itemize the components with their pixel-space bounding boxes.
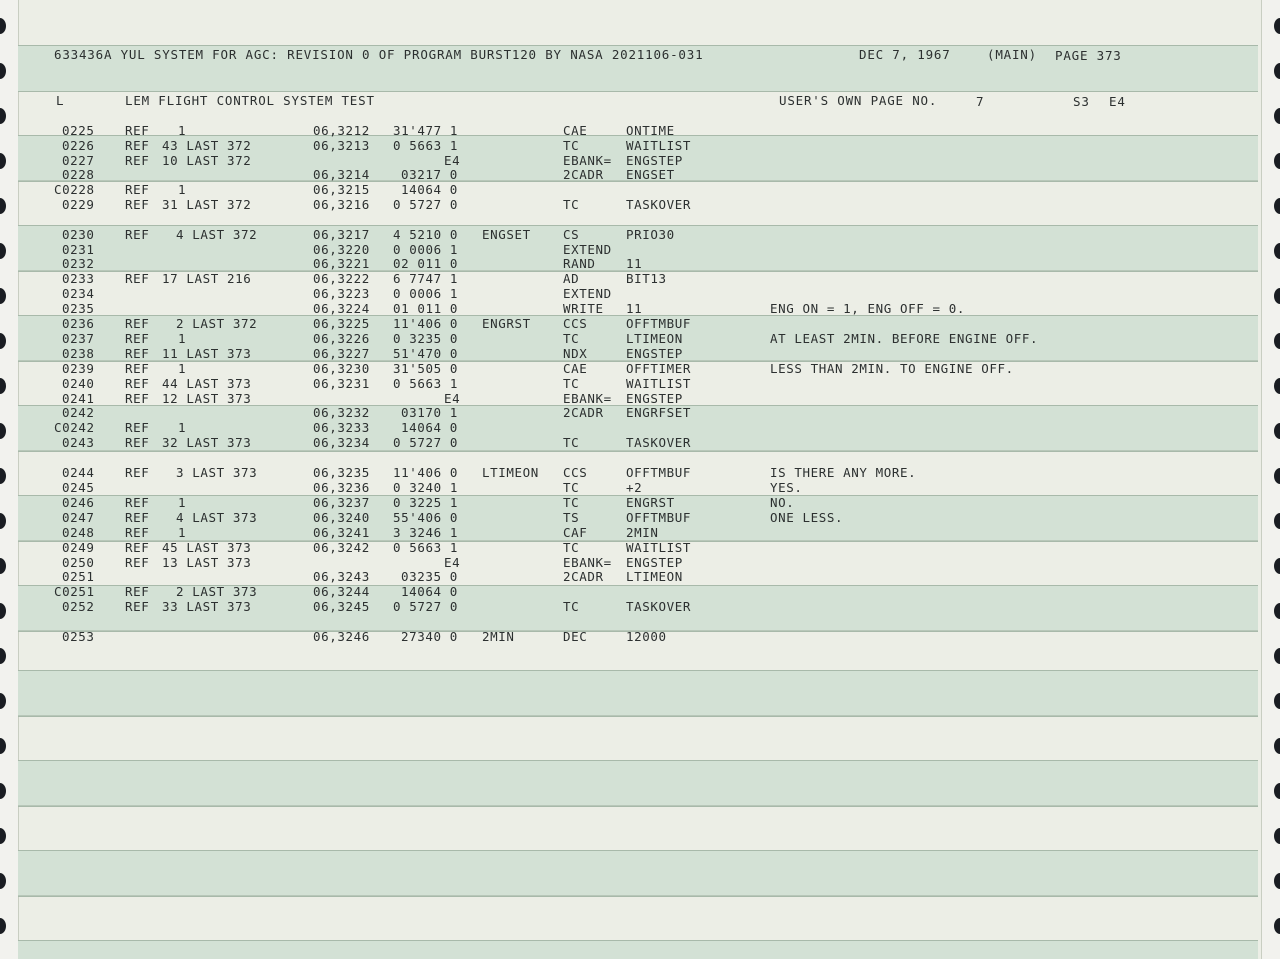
cell-addr: 06,3226	[313, 331, 370, 346]
cell-code: 31'505 0	[393, 361, 459, 376]
green-band	[18, 850, 1258, 897]
cell-op: NDX	[563, 346, 588, 361]
cell-refinfo: 12 LAST 373	[162, 391, 252, 406]
cell-operand: TASKOVER	[626, 197, 692, 212]
green-band	[18, 940, 1258, 959]
cell-op: TC	[563, 495, 580, 510]
cell-ref: REF	[125, 153, 150, 168]
e4-code: E4	[1109, 94, 1126, 109]
cell-op: RAND	[563, 256, 596, 271]
tractor-hole	[1274, 153, 1280, 169]
cell-label: LTIMEON	[482, 465, 539, 480]
cell-code: E4	[444, 391, 461, 406]
cell-operand: ENGSTEP	[626, 153, 683, 168]
cell-operand: +2	[626, 480, 643, 495]
cell-operand: TASKOVER	[626, 599, 692, 614]
cell-addr: 06,3221	[313, 256, 370, 271]
green-band	[18, 760, 1258, 807]
cell-op: CAF	[563, 525, 588, 540]
cell-addr: 06,3240	[313, 510, 370, 525]
cell-code: 0 3240 1	[393, 480, 459, 495]
cell-addr: 06,3230	[313, 361, 370, 376]
tractor-hole	[1274, 693, 1280, 709]
cell-operand: 12000	[626, 629, 667, 644]
cell-ref: REF	[125, 391, 150, 406]
band-rule	[18, 805, 1258, 806]
cell-code: 0 5663 1	[393, 376, 459, 391]
cell-line: C0251	[54, 584, 95, 599]
cell-op: TC	[563, 331, 580, 346]
cell-refinfo: 1	[178, 420, 187, 435]
cell-line: 0248	[62, 525, 95, 540]
cell-op: 2CADR	[563, 167, 604, 182]
tractor-hole	[1274, 18, 1280, 34]
cell-code: 0 5727 0	[393, 599, 459, 614]
cell-addr: 06,3222	[313, 271, 370, 286]
cell-label: ENGSET	[482, 227, 531, 242]
cell-line: 0237	[62, 331, 95, 346]
tractor-hole	[1274, 918, 1280, 934]
cell-refinfo: 1	[178, 361, 187, 376]
cell-code: 0 0006 1	[393, 286, 459, 301]
cell-ref: REF	[125, 510, 150, 525]
s3-code: S3	[1073, 94, 1090, 109]
cell-addr: 06,3213	[313, 138, 370, 153]
cell-addr: 06,3237	[313, 495, 370, 510]
cell-line: 0242	[62, 405, 95, 420]
cell-operand: PRIO30	[626, 227, 675, 242]
band-rule	[18, 895, 1258, 896]
cell-line: 0252	[62, 599, 95, 614]
cell-addr: 06,3246	[313, 629, 370, 644]
cell-operand: OFFTMBUF	[626, 510, 692, 525]
cell-code: 03217 0	[401, 167, 458, 182]
cell-refinfo: 1	[178, 495, 187, 510]
cell-addr: 06,3220	[313, 242, 370, 257]
cell-refinfo: 2 LAST 372	[176, 316, 258, 331]
cell-ref: REF	[125, 465, 150, 480]
cell-line: 0233	[62, 271, 95, 286]
cell-addr: 06,3216	[313, 197, 370, 212]
cell-refinfo: 43 LAST 372	[162, 138, 252, 153]
tractor-hole	[1274, 198, 1280, 214]
cell-op: EXTEND	[563, 286, 612, 301]
cell-refinfo: 1	[178, 525, 187, 540]
cell-line: 0247	[62, 510, 95, 525]
cell-op: CS	[563, 227, 580, 242]
cell-addr: 06,3231	[313, 376, 370, 391]
cell-refinfo: 4 LAST 372	[176, 227, 258, 242]
tractor-hole	[1274, 63, 1280, 79]
cell-refinfo: 2 LAST 373	[176, 584, 258, 599]
cell-op: DEC	[563, 629, 588, 644]
cell-line: 0241	[62, 391, 95, 406]
cell-code: 11'406 0	[393, 316, 459, 331]
cell-operand: 2MIN	[626, 525, 659, 540]
cell-code: 03170 1	[401, 405, 458, 420]
listing-main: (MAIN)	[987, 47, 1037, 62]
cell-line: 0250	[62, 555, 95, 570]
listing-title: 633436A YUL SYSTEM FOR AGC: REVISION 0 OF PROGRAM BURST120 BY NASA 2021106-031	[54, 47, 704, 62]
cell-refinfo: 4 LAST 373	[176, 510, 258, 525]
cell-ref: REF	[125, 331, 150, 346]
cell-code: 0 0006 1	[393, 242, 459, 257]
cell-comment: LESS THAN 2MIN. TO ENGINE OFF.	[770, 361, 1014, 376]
cell-op: EBANK=	[563, 391, 612, 406]
cell-op: TS	[563, 510, 580, 525]
cell-code: 0 5727 0	[393, 197, 459, 212]
cell-refinfo: 45 LAST 373	[162, 540, 252, 555]
cell-operand: ENGSTEP	[626, 346, 683, 361]
tractor-hole	[1274, 243, 1280, 259]
cell-ref: REF	[125, 584, 150, 599]
cell-comment: ONE LESS.	[770, 510, 844, 525]
cell-refinfo: 1	[178, 331, 187, 346]
cell-comment: IS THERE ANY MORE.	[770, 465, 917, 480]
cell-ref: REF	[125, 525, 150, 540]
cell-code: 0 5663 1	[393, 540, 459, 555]
cell-ref: REF	[125, 361, 150, 376]
cell-op: EBANK=	[563, 153, 612, 168]
cell-ref: REF	[125, 376, 150, 391]
cell-addr: 06,3215	[313, 182, 370, 197]
cell-ref: REF	[125, 197, 150, 212]
cell-label: ENGRST	[482, 316, 531, 331]
cell-op: CCS	[563, 465, 588, 480]
cell-code: 11'406 0	[393, 465, 459, 480]
cell-addr: 06,3234	[313, 435, 370, 450]
cell-refinfo: 31 LAST 372	[162, 197, 252, 212]
cell-addr: 06,3224	[313, 301, 370, 316]
cell-refinfo: 17 LAST 216	[162, 271, 252, 286]
cell-line: C0228	[54, 182, 95, 197]
cell-operand: OFFTIMER	[626, 361, 692, 376]
cell-line: 0245	[62, 480, 95, 495]
cell-ref: REF	[125, 316, 150, 331]
cell-refinfo: 11 LAST 373	[162, 346, 252, 361]
user-page-number: 7	[976, 94, 985, 109]
cell-comment: NO.	[770, 495, 795, 510]
cell-operand: ENGSTEP	[626, 555, 683, 570]
cell-addr: 06,3227	[313, 346, 370, 361]
cell-op: TC	[563, 435, 580, 450]
cell-code: 0 3235 0	[393, 331, 459, 346]
cell-op: EXTEND	[563, 242, 612, 257]
cell-refinfo: 3 LAST 373	[176, 465, 258, 480]
tractor-hole	[1274, 603, 1280, 619]
cell-code: 01 011 0	[393, 301, 459, 316]
cell-code: 03235 0	[401, 569, 458, 584]
cell-operand: OFFTMBUF	[626, 465, 692, 480]
cell-comment: AT LEAST 2MIN. BEFORE ENGINE OFF.	[770, 331, 1039, 346]
cell-op: AD	[563, 271, 580, 286]
cell-addr: 06,3243	[313, 569, 370, 584]
tractor-hole	[1274, 513, 1280, 529]
cell-ref: REF	[125, 182, 150, 197]
cell-comment: YES.	[770, 480, 803, 495]
cell-code: 0 5727 0	[393, 435, 459, 450]
tractor-hole	[1274, 648, 1280, 664]
cell-ref: REF	[125, 495, 150, 510]
cell-op: CAE	[563, 123, 588, 138]
cell-line: 0234	[62, 286, 95, 301]
cell-code: E4	[444, 153, 461, 168]
cell-op: TC	[563, 480, 580, 495]
cell-operand: ENGRST	[626, 495, 675, 510]
tractor-hole	[1274, 558, 1280, 574]
cell-code: 0 3225 1	[393, 495, 459, 510]
cell-line: 0236	[62, 316, 95, 331]
cell-op: EBANK=	[563, 555, 612, 570]
cell-refinfo: 13 LAST 373	[162, 555, 252, 570]
cell-line: 0243	[62, 435, 95, 450]
cell-addr: 06,3241	[313, 525, 370, 540]
tractor-hole	[1274, 108, 1280, 124]
cell-operand: ENGRFSET	[626, 405, 692, 420]
cell-line: 0228	[62, 167, 95, 182]
cell-ref: REF	[125, 555, 150, 570]
band-rule	[18, 715, 1258, 716]
cell-op: TC	[563, 540, 580, 555]
cell-code: 3 3246 1	[393, 525, 459, 540]
tractor-hole	[1274, 423, 1280, 439]
cell-line: 0225	[62, 123, 95, 138]
cell-code: 55'406 0	[393, 510, 459, 525]
tractor-hole	[1274, 333, 1280, 349]
cell-operand: ENGSET	[626, 167, 675, 182]
cell-code: 0 5663 1	[393, 138, 459, 153]
cell-refinfo: 10 LAST 372	[162, 153, 252, 168]
cell-operand: ENGSTEP	[626, 391, 683, 406]
cell-line: 0231	[62, 242, 95, 257]
tractor-hole	[1274, 288, 1280, 304]
cell-code: 4 5210 0	[393, 227, 459, 242]
cell-operand: LTIMEON	[626, 569, 683, 584]
cell-operand: OFFTMBUF	[626, 316, 692, 331]
cell-line: 0253	[62, 629, 95, 644]
cell-refinfo: 1	[178, 123, 187, 138]
cell-code: 51'470 0	[393, 346, 459, 361]
cell-op: TC	[563, 138, 580, 153]
cell-ref: REF	[125, 138, 150, 153]
cell-addr: 06,3245	[313, 599, 370, 614]
cell-ref: REF	[125, 227, 150, 242]
cell-code: 31'477 1	[393, 123, 459, 138]
cell-addr: 06,3233	[313, 420, 370, 435]
cell-line: 0244	[62, 465, 95, 480]
cell-code: 14064 0	[401, 584, 458, 599]
section-title: LEM FLIGHT CONTROL SYSTEM TEST	[125, 93, 375, 108]
cell-refinfo: 33 LAST 373	[162, 599, 252, 614]
cell-code: 02 011 0	[393, 256, 459, 271]
cell-operand: TASKOVER	[626, 435, 692, 450]
cell-ref: REF	[125, 599, 150, 614]
cell-code: 27340 0	[401, 629, 458, 644]
cell-line: C0242	[54, 420, 95, 435]
cell-comment: ENG ON = 1, ENG OFF = 0.	[770, 301, 966, 316]
cell-addr: 06,3232	[313, 405, 370, 420]
tractor-hole	[1274, 468, 1280, 484]
cell-code: 6 7747 1	[393, 271, 459, 286]
cell-ref: REF	[125, 540, 150, 555]
cell-op: 2CADR	[563, 405, 604, 420]
cell-addr: 06,3242	[313, 540, 370, 555]
cell-addr: 06,3225	[313, 316, 370, 331]
cell-op: 2CADR	[563, 569, 604, 584]
cell-refinfo: 32 LAST 373	[162, 435, 252, 450]
cell-addr: 06,3212	[313, 123, 370, 138]
cell-refinfo: 1	[178, 182, 187, 197]
band-rule	[18, 450, 1258, 451]
cell-operand: 11	[626, 256, 643, 271]
cell-line: 0238	[62, 346, 95, 361]
user-page-label: USER'S OWN PAGE NO.	[779, 93, 938, 108]
cell-line: 0230	[62, 227, 95, 242]
page-number: PAGE 373	[1055, 48, 1122, 63]
listing-date: DEC 7, 1967	[859, 47, 951, 62]
cell-addr: 06,3214	[313, 167, 370, 182]
cell-line: 0249	[62, 540, 95, 555]
cell-operand: WAITLIST	[626, 376, 692, 391]
tractor-hole	[1274, 828, 1280, 844]
cell-line: 0235	[62, 301, 95, 316]
cell-operand: WAITLIST	[626, 138, 692, 153]
cell-code: 14064 0	[401, 420, 458, 435]
cell-refinfo: 44 LAST 373	[162, 376, 252, 391]
cell-op: TC	[563, 599, 580, 614]
cell-op: TC	[563, 376, 580, 391]
cell-line: 0229	[62, 197, 95, 212]
cell-ref: REF	[125, 420, 150, 435]
cell-op: WRITE	[563, 301, 604, 316]
cell-operand: ONTIME	[626, 123, 675, 138]
cell-operand: LTIMEON	[626, 331, 683, 346]
tractor-hole	[1274, 783, 1280, 799]
cell-op: CCS	[563, 316, 588, 331]
cell-op: TC	[563, 197, 580, 212]
cell-code: E4	[444, 555, 461, 570]
cell-addr: 06,3235	[313, 465, 370, 480]
cell-line: 0246	[62, 495, 95, 510]
tractor-hole	[1274, 378, 1280, 394]
cell-line: 0239	[62, 361, 95, 376]
cell-addr: 06,3217	[313, 227, 370, 242]
cell-code: 14064 0	[401, 182, 458, 197]
cell-addr: 06,3244	[313, 584, 370, 599]
cell-op: CAE	[563, 361, 588, 376]
cell-line: 0226	[62, 138, 95, 153]
cell-label: 2MIN	[482, 629, 515, 644]
cell-operand: WAITLIST	[626, 540, 692, 555]
cell-line: 0227	[62, 153, 95, 168]
cell-ref: REF	[125, 123, 150, 138]
cell-line: 0251	[62, 569, 95, 584]
cell-operand: 11	[626, 301, 643, 316]
tractor-hole	[1274, 873, 1280, 889]
log-marker: L	[56, 93, 65, 108]
green-band	[18, 670, 1258, 717]
cell-line: 0232	[62, 256, 95, 271]
cell-operand: BIT13	[626, 271, 667, 286]
cell-addr: 06,3223	[313, 286, 370, 301]
tractor-hole	[1274, 738, 1280, 754]
cell-ref: REF	[125, 271, 150, 286]
cell-ref: REF	[125, 435, 150, 450]
cell-ref: REF	[125, 346, 150, 361]
cell-addr: 06,3236	[313, 480, 370, 495]
cell-line: 0240	[62, 376, 95, 391]
